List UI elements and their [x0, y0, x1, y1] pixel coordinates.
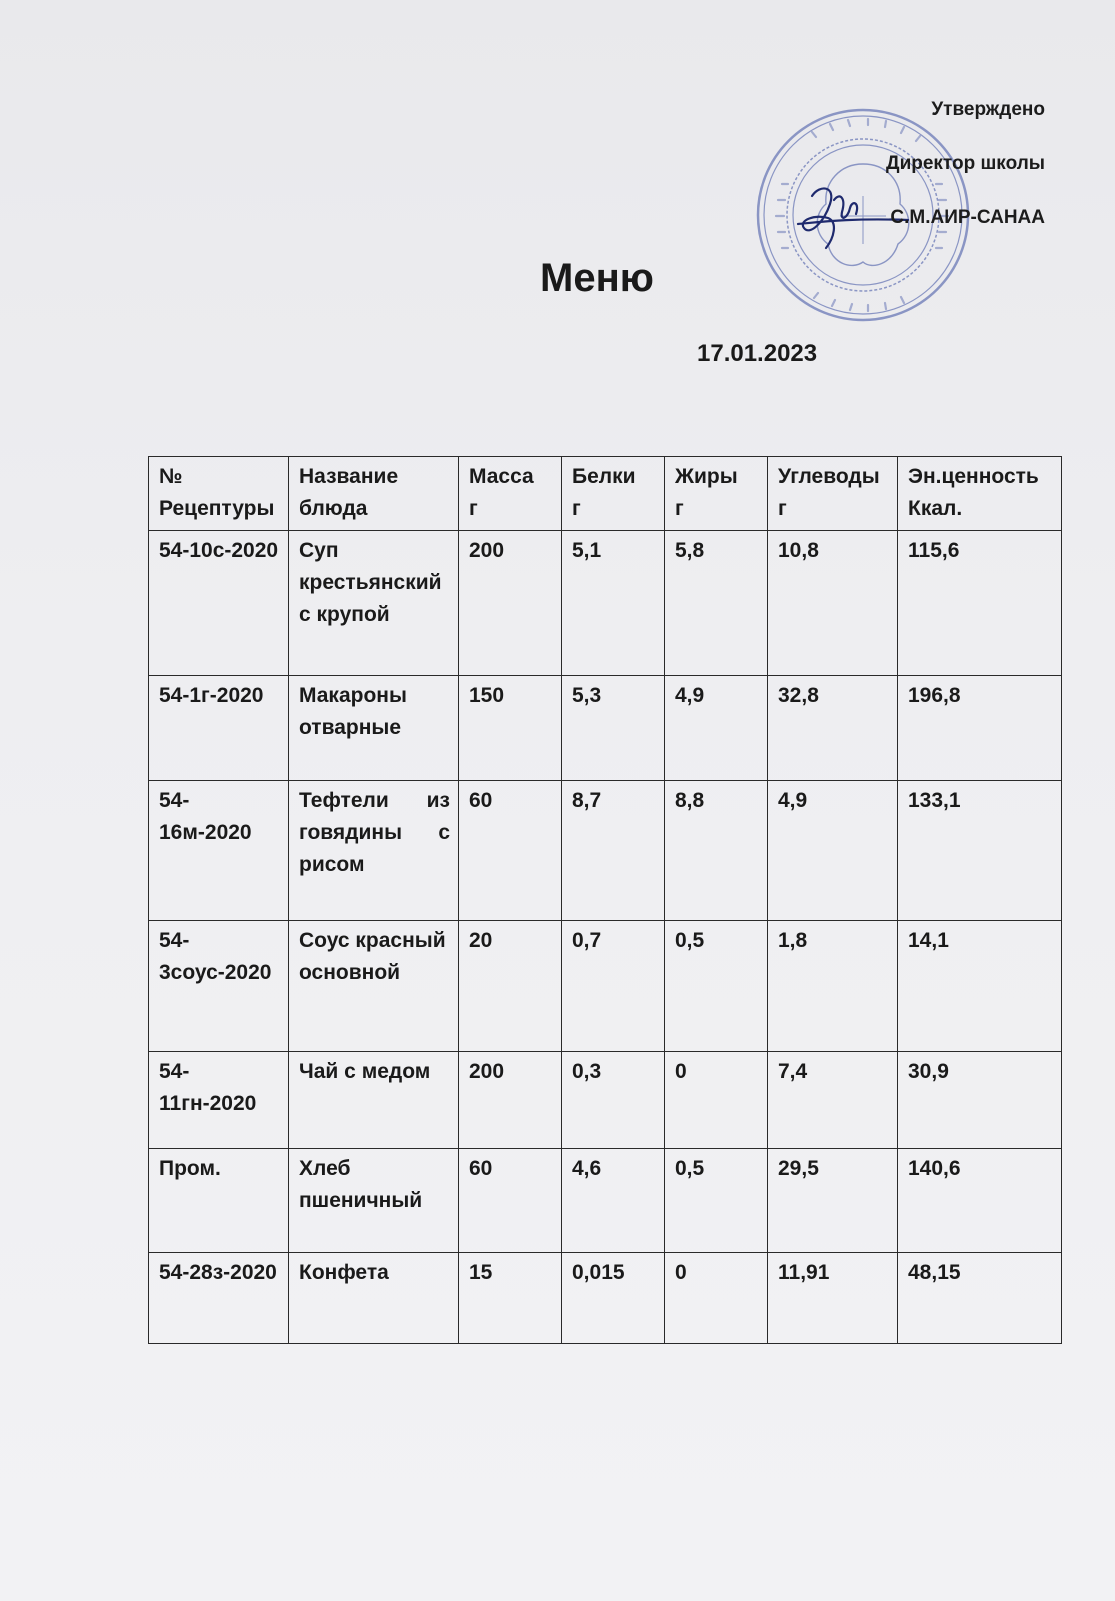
- cell-dish-name: Суп крестьянский с крупой: [289, 531, 459, 676]
- cell-protein: 4,6: [562, 1149, 665, 1253]
- cell-protein: 5,1: [562, 531, 665, 676]
- header-carbs: Углеводы г: [768, 457, 898, 531]
- cell-energy: 48,15: [898, 1253, 1062, 1344]
- header-fat: Жиры г: [665, 457, 768, 531]
- approver-position: Директор школы: [886, 153, 1045, 174]
- cell-mass: 20: [459, 921, 562, 1052]
- cell-fat: 5,8: [665, 531, 768, 676]
- table-row: [149, 1149, 1062, 1253]
- cell-fat: 4,9: [665, 676, 768, 781]
- header-energy: Эн.ценность Ккал.: [898, 457, 1062, 531]
- page-title: Меню: [540, 256, 654, 300]
- table-row: [149, 531, 1062, 676]
- cell-carbs: 1,8: [768, 921, 898, 1052]
- cell-recipe: 54-11гн-2020: [149, 1052, 289, 1149]
- cell-recipe: 54-10с-2020: [149, 531, 289, 676]
- header-mass: Масса г: [459, 457, 562, 531]
- cell-recipe: 54-3соус-2020: [149, 921, 289, 1052]
- cell-energy: 115,6: [898, 531, 1062, 676]
- cell-carbs: 7,4: [768, 1052, 898, 1149]
- cell-protein: 0,3: [562, 1052, 665, 1149]
- cell-protein: 5,3: [562, 676, 665, 781]
- table-row: [149, 1052, 1062, 1149]
- menu-table: [148, 456, 1062, 1344]
- cell-energy: 140,6: [898, 1149, 1062, 1253]
- cell-mass: 60: [459, 1149, 562, 1253]
- cell-energy: 14,1: [898, 921, 1062, 1052]
- table-row: [149, 921, 1062, 1052]
- header-recipe-number: № Рецептуры: [149, 457, 289, 531]
- cell-mass: 60: [459, 781, 562, 921]
- cell-fat: 0,5: [665, 921, 768, 1052]
- cell-mass: 150: [459, 676, 562, 781]
- cell-mass: 200: [459, 531, 562, 676]
- cell-dish-name: Хлеб пшеничный: [289, 1149, 459, 1253]
- cell-fat: 0: [665, 1052, 768, 1149]
- table-header-row: [149, 457, 1062, 531]
- cell-dish-name: Конфета: [289, 1253, 459, 1344]
- table-row: [149, 1253, 1062, 1344]
- cell-protein: 8,7: [562, 781, 665, 921]
- approval-label: Утверждено: [931, 99, 1045, 120]
- approval-block: [665, 96, 1045, 232]
- cell-dish-name: Соус красный основной: [289, 921, 459, 1052]
- cell-protein: 0,015: [562, 1253, 665, 1344]
- cell-recipe: 54-16м-2020: [149, 781, 289, 921]
- header-protein: Белки г: [562, 457, 665, 531]
- cell-protein: 0,7: [562, 921, 665, 1052]
- cell-dish-name: Макароны отварные: [289, 676, 459, 781]
- table-row: [149, 781, 1062, 921]
- cell-fat: 0,5: [665, 1149, 768, 1253]
- table-row: [149, 676, 1062, 781]
- cell-recipe: Пром.: [149, 1149, 289, 1253]
- cell-fat: 0: [665, 1253, 768, 1344]
- cell-energy: 30,9: [898, 1052, 1062, 1149]
- cell-dish-name: Тефтели из говядины с рисом: [289, 781, 459, 921]
- cell-recipe: 54-1г-2020: [149, 676, 289, 781]
- cell-fat: 8,8: [665, 781, 768, 921]
- cell-energy: 196,8: [898, 676, 1062, 781]
- cell-recipe: 54-28з-2020: [149, 1253, 289, 1344]
- cell-mass: 15: [459, 1253, 562, 1344]
- cell-carbs: 11,91: [768, 1253, 898, 1344]
- cell-mass: 200: [459, 1052, 562, 1149]
- cell-dish-name: Чай с медом: [289, 1052, 459, 1149]
- menu-date: 17.01.2023: [697, 340, 818, 367]
- cell-carbs: 29,5: [768, 1149, 898, 1253]
- cell-energy: 133,1: [898, 781, 1062, 921]
- cell-carbs: 4,9: [768, 781, 898, 921]
- cell-carbs: 32,8: [768, 676, 898, 781]
- header-dish-name: Название блюда: [289, 457, 459, 531]
- approver-name: С.М.АИР-САНАА: [890, 207, 1045, 228]
- cell-carbs: 10,8: [768, 531, 898, 676]
